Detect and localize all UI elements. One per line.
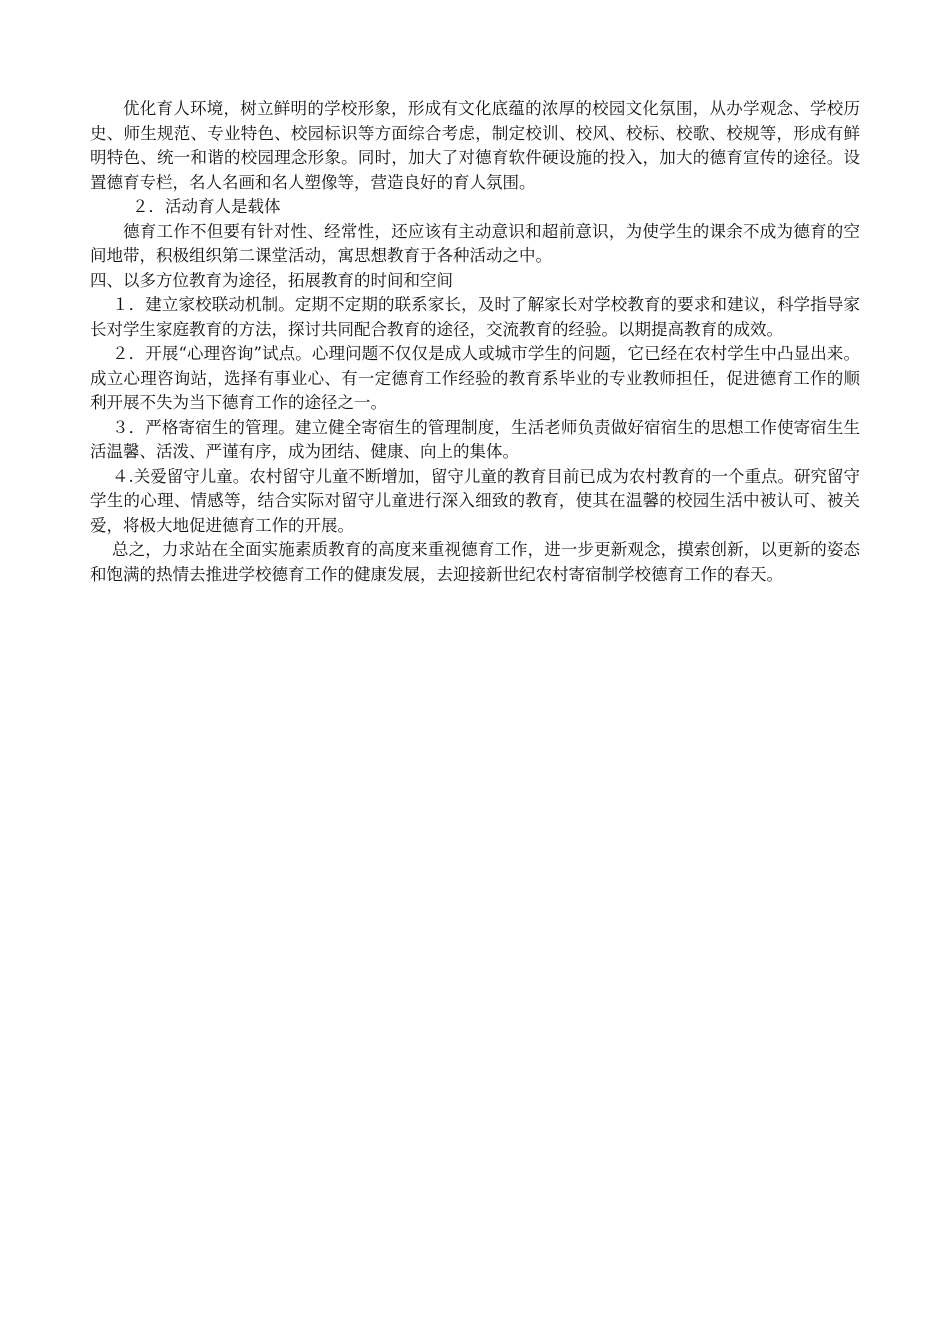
paragraph-item-1: １．建立家校联动机制。定期不定期的联系家长，及时了解家长对学校教育的要求和建议，科学指导家长对学生家庭教育的方法，探讨共同配合教育的途径，交流教育的经验。以期提高教育的成效。 xyxy=(90,295,860,339)
paragraph-environment: 优化育人环境，树立鲜明的学校形象，形成有文化底蕴的浓厚的校园文化氛围，从办学观念、学校历史、师生规范、专业特色、校园标识等方面综合考虑，制定校训、校风、校标、校歌、校规等，形成有鲜明特色、统一和谐的校园理念形象。同时，加大了对德育软件硬设施的投入，加大的德育宣传的途径。设置德育专栏，名人名画和名人塑像等，营造良好的育人氛围。 xyxy=(90,99,860,192)
paragraph-item-3: ３．严格寄宿生的管理。建立健全寄宿生的管理制度，生活老师负责做好宿宿生的思想工作使寄宿生生活温馨、活泼、严谨有序，成为团结、健康、向上的集体。 xyxy=(90,417,860,461)
paragraph-item-2: ２．开展“心理咨询”试点。心理问题不仅仅是成人或城市学生的问题，它已经在农村学生中凸显出来。成立心理咨询站，选择有事业心、有一定德育工作经验的教育系毕业的专业教师担任，促进德育工作的顺利开展不失为当下德育工作的途径之一。 xyxy=(90,344,860,412)
document-body xyxy=(90,97,860,587)
section-heading-four: 四、以多方位教育为途径，拓展教育的时间和空间 xyxy=(90,270,453,290)
paragraph-activity: 德育工作不但要有针对性、经常性，还应该有主动意识和超前意识，为使学生的课余不成为德育的空间地带，积极组织第二课堂活动，寓思想教育于各种活动之中。 xyxy=(90,221,860,265)
subheading-activity: ２．活动育人是载体 xyxy=(132,197,281,216)
paragraph-item-4: ４.关爱留守儿童。农村留守儿童不断增加，留守儿童的教育目前已成为农村教育的一个重点。研究留守学生的心理、情感等，结合实际对留守儿童进行深入细致的教育，使其在温馨的校园生活中被认可、被关爱，将极大地促进德育工作的开展。 xyxy=(90,466,860,535)
paragraph-conclusion: 总之，力求站在全面实施素质教育的高度来重视德育工作，进一步更新观念，摸索创新，以更新的姿态和饱满的热情去推进学校德育工作的健康发展，去迎接新世纪农村寄宿制学校德育工作的春天。 xyxy=(90,540,860,584)
